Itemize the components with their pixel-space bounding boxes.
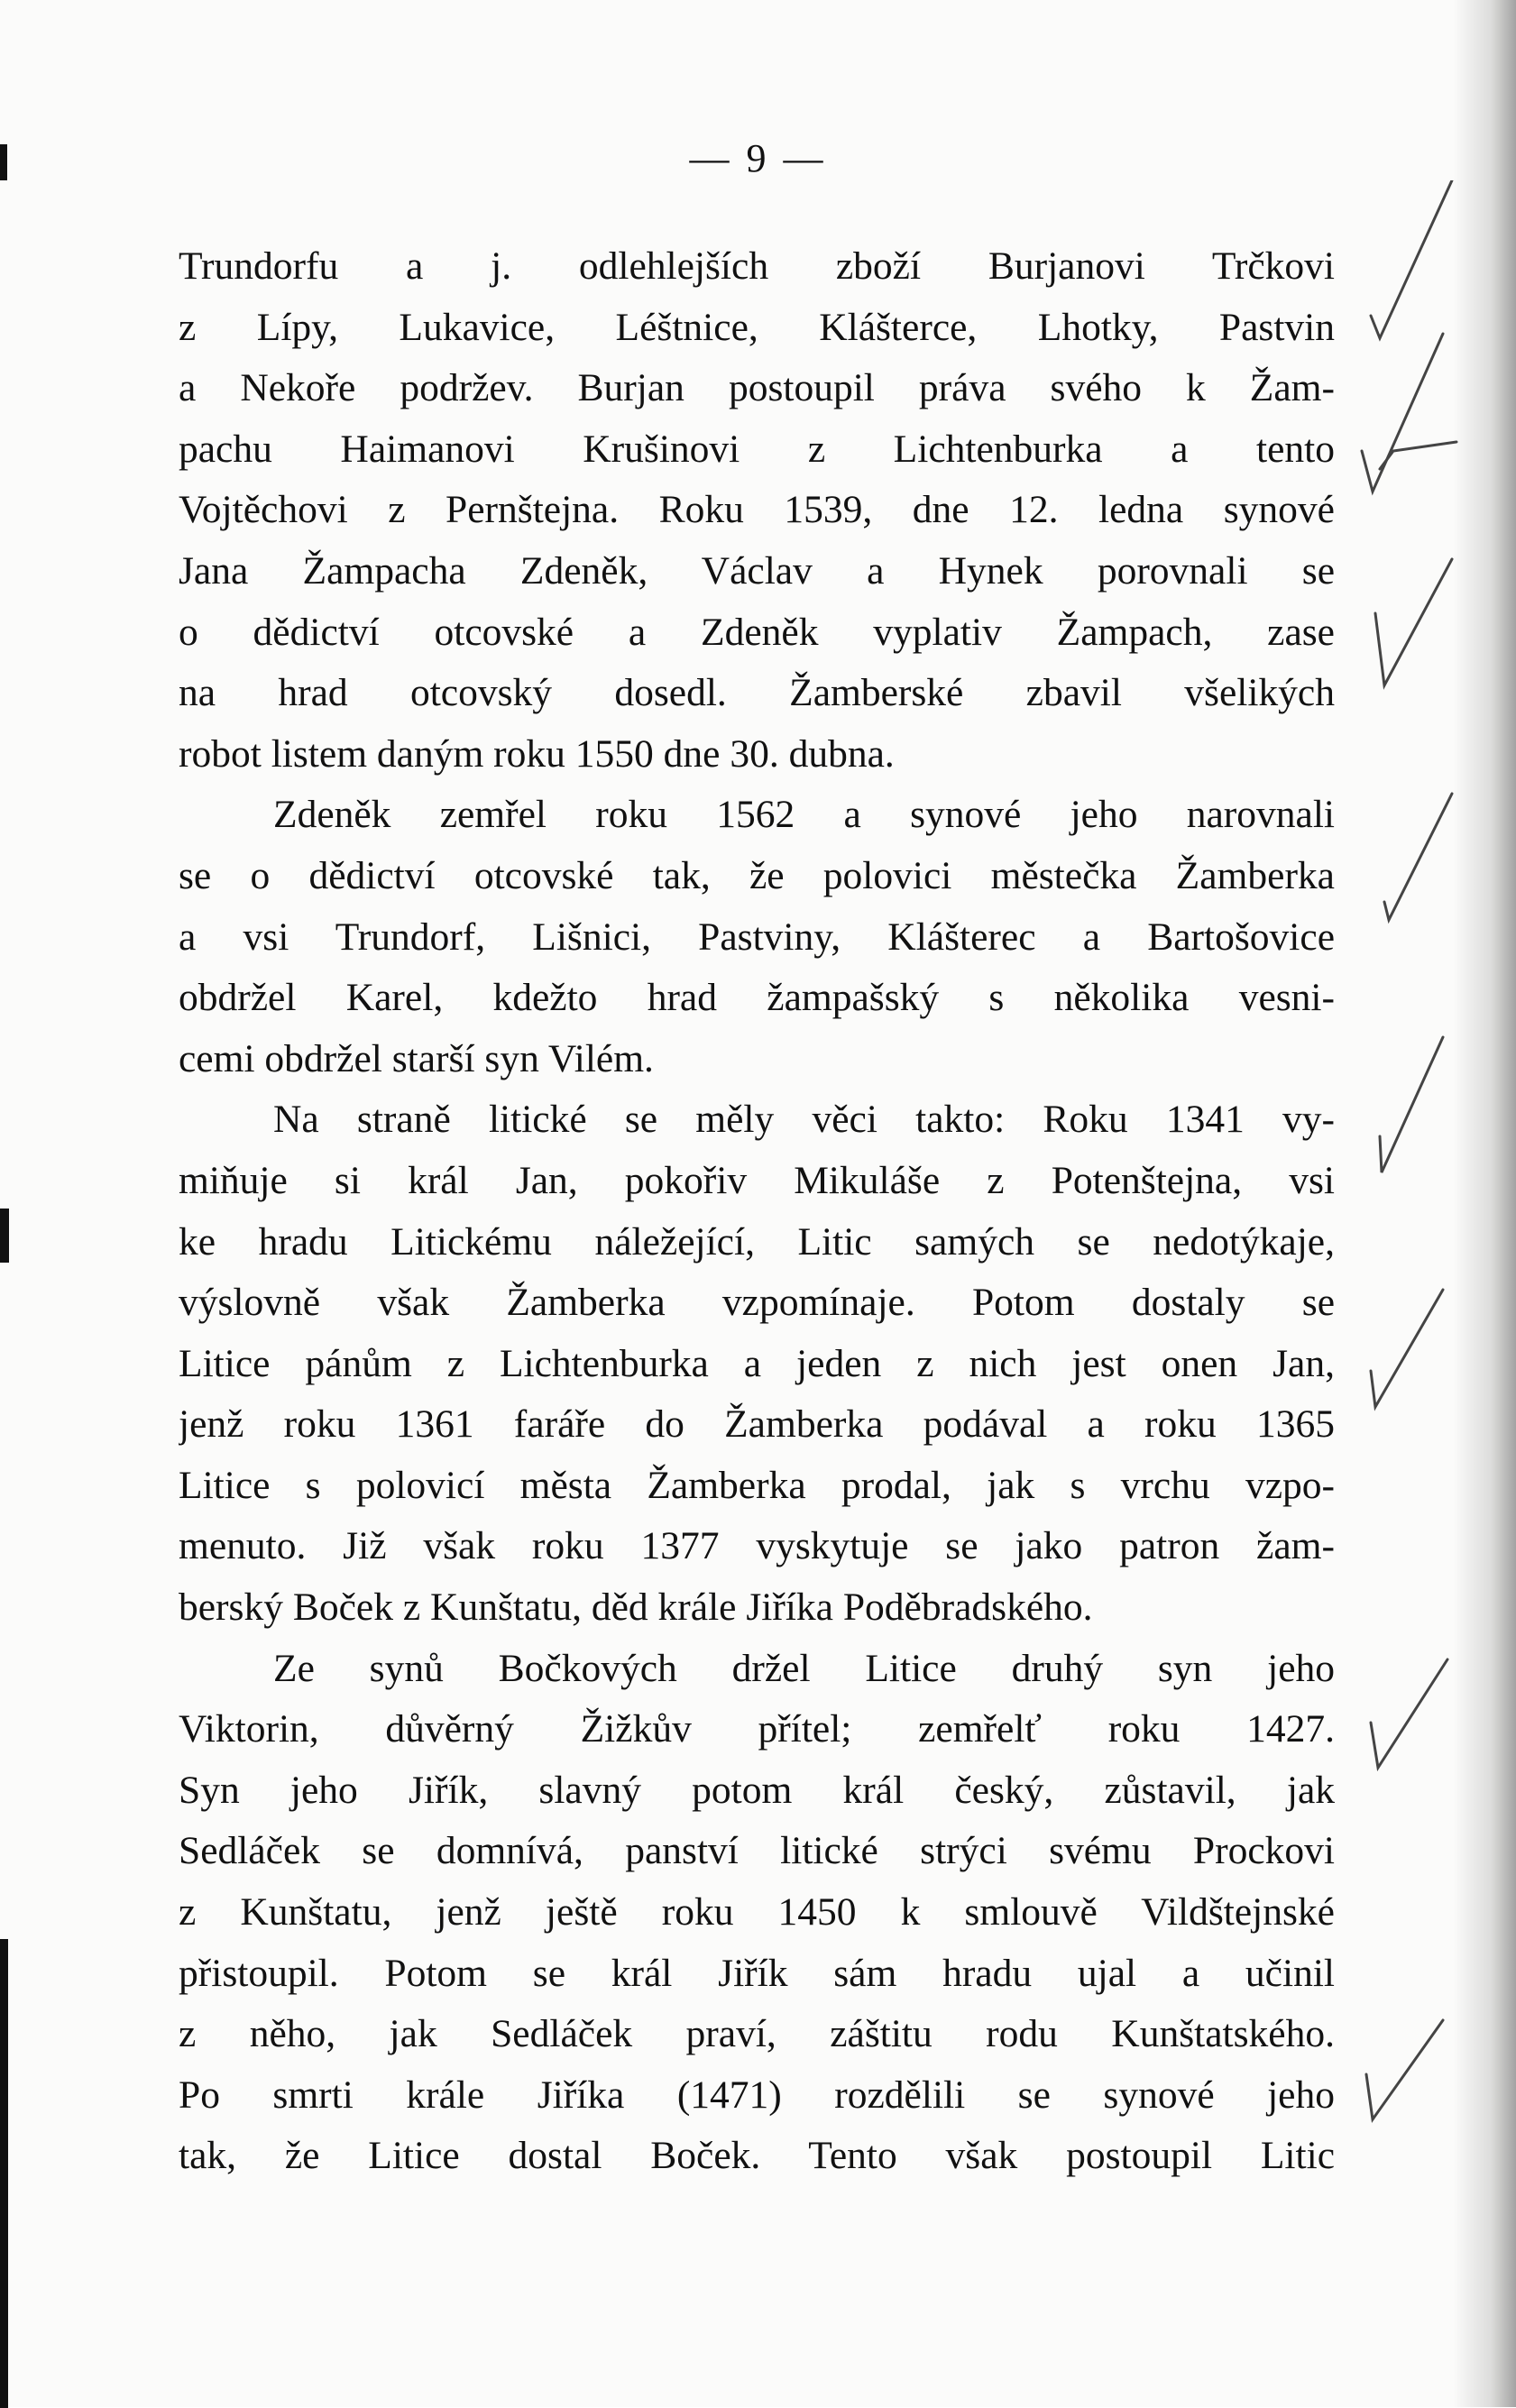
text-line: Vojtěchovi z Pernštejna. Roku 1539, dne 12. ledna synové bbox=[179, 488, 1335, 532]
text-line: o dědictví otcovské a Zdeněk vyplativ Žampach, zase bbox=[179, 610, 1335, 654]
pencil-check-marks bbox=[1353, 180, 1470, 2255]
text-line: Jana Žampacha Zdeněk, Václav a Hynek porovnali se bbox=[179, 548, 1335, 593]
text-line: tak, že Litice dostal Boček. Tento však postoupil Litic bbox=[179, 2134, 1335, 2178]
text-line: z Lípy, Lukavice, Léštnice, Klášterce, Lhotky, Pastvin bbox=[179, 305, 1335, 349]
page-number: — 9 — bbox=[689, 136, 827, 180]
text-line: miňuje si král Jan, pokořiv Mikuláše z Potenštejna, vsi bbox=[179, 1158, 1335, 1202]
text-line: z něho, jak Sedláček praví, záštitu rodu Kunštatského. bbox=[179, 2012, 1335, 2056]
text-line: Ze synů Bočkových držel Litice druhý syn jeho bbox=[273, 1646, 1335, 1690]
text-line: Po smrti krále Jiříka (1471) rozdělili se synové jeho bbox=[179, 2073, 1335, 2117]
text-line: jenž roku 1361 faráře do Žamberka podával a roku 1365 bbox=[179, 1402, 1335, 1447]
text-line: Syn jeho Jiřík, slavný potom král český, zůstavil, jak bbox=[179, 1768, 1335, 1812]
text-line: Sedláček se domnívá, panství litické strýci svému Prockovi bbox=[179, 1829, 1335, 1873]
text-line: Na straně litické se měly věci takto: Roku 1341 vy- bbox=[273, 1098, 1335, 1142]
text-line: cemi obdržel starší syn Vilém. bbox=[179, 1036, 654, 1080]
check-mark-icon bbox=[1371, 180, 1452, 338]
text-line: Trundorfu a j. odlehlejších zboží Burjanovi Trčkovi bbox=[179, 244, 1335, 288]
text-line: a vsi Trundorf, Lišnici, Pastviny, Klášterec a Bartošovice bbox=[179, 914, 1335, 959]
text-line: Litice pánům z Lichtenburka a jeden z nich jest onen Jan, bbox=[179, 1341, 1335, 1385]
text-line: Viktorin, důvěrný Žižkův přítel; zemřelť roku 1427. bbox=[179, 1707, 1335, 1751]
text-line: menuto. Již však roku 1377 vyskytuje se jako patron žam- bbox=[179, 1524, 1335, 1568]
text-line: pachu Haimanovi Krušinovi z Lichtenburka a tento bbox=[179, 427, 1335, 471]
text-line: Litice s polovicí města Žamberka prodal, jak s vrchu vzpo- bbox=[179, 1463, 1335, 1507]
check-mark-icon bbox=[1362, 334, 1443, 492]
check-mark-icon bbox=[1371, 1659, 1447, 1768]
check-mark-icon bbox=[1384, 794, 1452, 920]
check-mark-icon bbox=[1380, 1037, 1443, 1172]
check-mark-icon bbox=[1380, 442, 1456, 469]
check-mark-icon bbox=[1371, 1290, 1443, 1407]
text-line: berský Boček z Kunštatu, děd krále Jiříka Poděbradského. bbox=[179, 1585, 1093, 1630]
text-line: ke hradu Litickému náležející, Litic samých se nedotýkaje, bbox=[179, 1219, 1335, 1264]
text-line: se o dědictví otcovské tak, že polovici městečka Žamberka bbox=[179, 853, 1335, 897]
text-line: obdržel Karel, kdežto hrad žampašský s několika vesni- bbox=[179, 976, 1335, 1020]
binding-mark bbox=[0, 1939, 8, 2408]
text-line: z Kunštatu, jenž ještě roku 1450 k smlouvě Vildštejnské bbox=[179, 1890, 1335, 1935]
binding-mark bbox=[0, 1209, 9, 1263]
body-text bbox=[179, 236, 1335, 2187]
check-mark-icon bbox=[1366, 2020, 1443, 2119]
text-line: na hrad otcovský dosedl. Žamberské zbavil všelikých bbox=[179, 671, 1335, 715]
text-line: robot listem daným roku 1550 dne 30. dubna. bbox=[179, 731, 895, 776]
text-line: výslovně však Žamberka vzpomínaje. Potom dostaly se bbox=[179, 1281, 1335, 1325]
check-mark-icon bbox=[1375, 559, 1452, 685]
text-line: a Nekoře podržev. Burjan postoupil práva svého k Žam- bbox=[179, 366, 1335, 410]
text-line: přistoupil. Potom se král Jiřík sám hradu ujal a učinil bbox=[179, 1951, 1335, 1995]
text-line: Zdeněk zemřel roku 1562 a synové jeho narovnali bbox=[273, 793, 1335, 837]
